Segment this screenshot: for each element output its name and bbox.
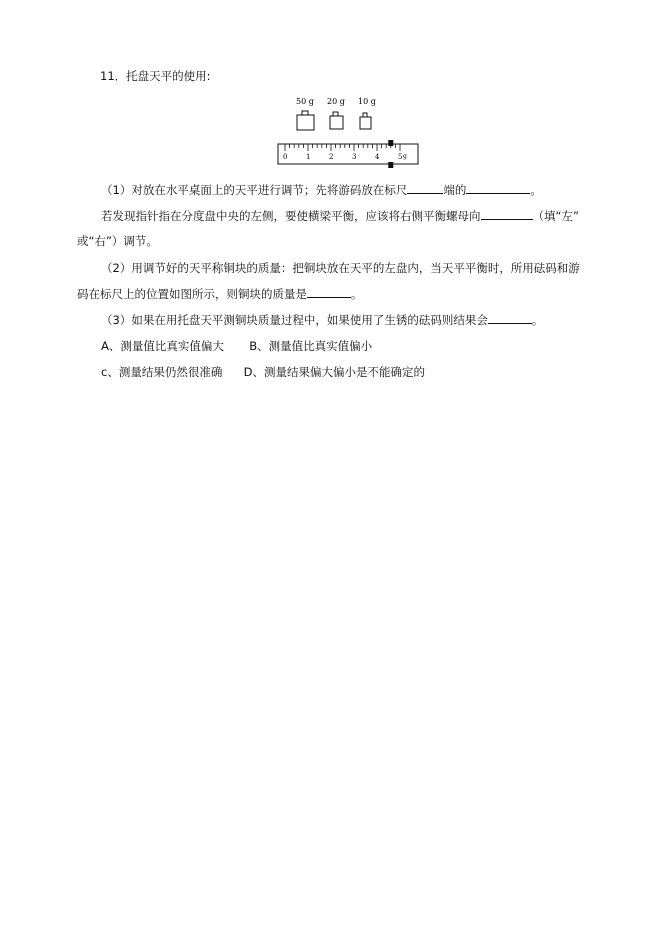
balance-figure	[276, 94, 426, 173]
ruler-tick-label: 2	[329, 153, 334, 161]
option-d[interactable]: D、测量结果偏大偏小是不能确定的	[243, 365, 425, 379]
part1-line2	[101, 208, 579, 224]
part1-text-b: 端的	[443, 183, 467, 197]
part2-line2-text: 码在标尺上的位置如图所示，则铜块的质量是	[77, 287, 307, 301]
weight-10g-label: 10 g	[358, 97, 376, 106]
rider-top	[388, 140, 393, 146]
ruler-unit-label: g	[403, 153, 407, 160]
part1-text-a: （1）对放在水平桌面上的天平进行调节；先将游码放在标尺	[101, 183, 408, 197]
part3-end: 。	[531, 313, 544, 327]
blank-rusty-weight-result[interactable]	[488, 312, 532, 324]
option-a[interactable]: A、测量值比真实值偏大	[101, 339, 224, 353]
blank-copper-mass[interactable]	[307, 286, 351, 298]
rider-bottom	[388, 162, 393, 168]
ruler-tick-label: 3	[352, 153, 357, 161]
balance-figure-svg	[276, 94, 426, 170]
part1-line1	[101, 182, 542, 198]
option-b[interactable]: B、测量值比真实值偏小	[249, 339, 373, 353]
part2-line2	[77, 286, 363, 302]
part3-line1	[101, 312, 543, 328]
weight-20g	[327, 97, 345, 129]
ruler-tick-label: 4	[375, 153, 380, 161]
ruler-tick-label: 1	[306, 153, 311, 161]
ruler-tick-label: 0	[283, 153, 288, 161]
option-c[interactable]: c、测量结果仍然很准确	[101, 365, 223, 379]
part2-end: 。	[351, 287, 363, 301]
part1-line2-end: （填“左”	[532, 209, 579, 223]
blank-ruler-position[interactable]	[466, 182, 530, 194]
options-row-1	[101, 338, 372, 354]
ruler-tick-label: 5	[398, 153, 403, 161]
part1-text-c: 。	[530, 183, 542, 197]
options-row-2	[101, 364, 425, 380]
ruler	[278, 140, 418, 168]
part3-line1-text: （3）如果在用托盘天平测铜块质量过程中，如果使用了生锈的砝码则结果会	[101, 313, 488, 327]
question-title: 11．托盘天平的使用:	[100, 69, 211, 83]
weight-50g-label: 50 g	[296, 97, 314, 106]
weight-20g-label: 20 g	[327, 97, 345, 106]
part1-line2-text: 若发现指针指在分度盘中央的左侧，要使横梁平衡，应该将右侧平衡螺母向	[101, 209, 481, 223]
blank-ruler-end[interactable]	[407, 182, 443, 194]
weight-50g	[296, 97, 314, 130]
weight-10g	[358, 97, 376, 129]
part2-line1: （2）用调节好的天平称铜块的质量：把铜块放在天平的左盘内，当天平平衡时，所用砝码和游	[101, 261, 580, 275]
part1-line3: 或“右”）调节。	[77, 234, 158, 248]
blank-nut-direction[interactable]	[481, 208, 533, 220]
